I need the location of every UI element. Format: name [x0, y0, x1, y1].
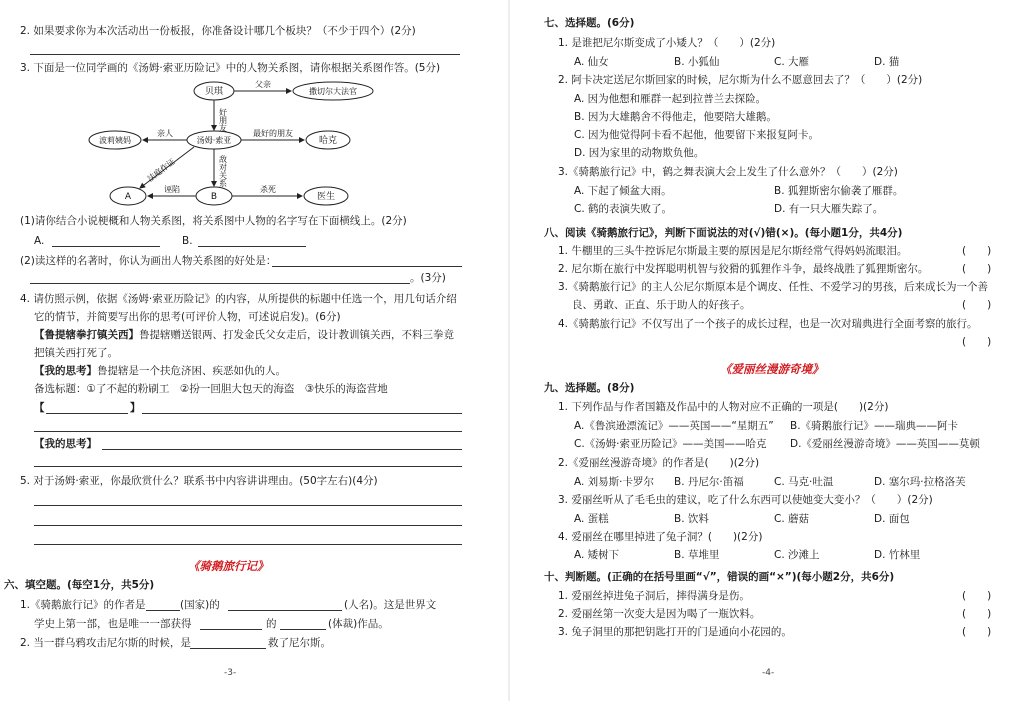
s6-q1-part-f: (体裁)作品。	[328, 618, 389, 630]
label-b: B	[210, 192, 218, 202]
example-text-1: 鲁提辖赠送银两、打发金氏父女走后，设计教训镇关西，不料三拳竟	[139, 329, 454, 341]
section-title-nils: 《骑鹅旅行记》	[188, 559, 269, 573]
label-witness: 法庭作证	[145, 157, 177, 184]
label-kill: 杀死	[260, 185, 276, 194]
s9-q1-opt-b[interactable]: B.《骑鹅旅行记》——瑞典——阿卡	[790, 420, 959, 432]
s8-item-3-cont: 良、勇敢、正直、乐于助人的好孩子。	[572, 299, 751, 311]
page-number-3: -3-	[224, 668, 237, 678]
example-think-title: 【我的思考】	[34, 365, 97, 377]
question-5: 5. 对于汤姆·索亚，你最欣赏什么？联系书中内容讲讲理由。(50字左右)(4分)	[20, 475, 378, 487]
s6-q2-part-a: 2. 当一群乌鸦攻击尼尔斯的时候，是	[20, 637, 191, 649]
answer-a-line[interactable]	[52, 246, 160, 247]
answer-rescuer-line[interactable]	[190, 648, 266, 649]
example-paragraph	[34, 328, 454, 342]
answer-name-line[interactable]	[228, 610, 342, 611]
label-best-friend: 最好的朋友	[253, 129, 293, 138]
label-polly: 波莉姨妈	[99, 136, 131, 145]
label-gangjie: 诬陷	[164, 185, 180, 194]
answer-line[interactable]	[272, 266, 462, 267]
example-text-2: 把镇关西打死了。	[34, 347, 118, 359]
s7-q2-opt-a[interactable]: A. 因为他想和雁群一起到拉普兰去探险。	[574, 93, 767, 105]
label-lover: 亲人	[157, 129, 173, 138]
s7-q1-opt-d[interactable]: D. 猫	[874, 56, 900, 68]
label-father: 父亲	[255, 80, 271, 89]
s9-q1: 1. 下列作品与作者国籍及作品中的人物对应不正确的一项是( )(2分)	[558, 401, 889, 413]
s10-item-3-answer[interactable]: ( )	[962, 626, 992, 638]
s8-item-4: 4.《骑鹅旅行记》不仅写出了一个孩子的成长过程，也是一次对瑞典进行全面考察的旅行。	[558, 318, 978, 330]
s9-q4-opt-a[interactable]: A. 矮树下	[574, 549, 620, 561]
answer-b-line[interactable]	[198, 246, 306, 247]
s9-q4-opt-d[interactable]: D. 竹林里	[874, 549, 921, 561]
answer-award-line[interactable]	[200, 629, 262, 630]
s6-q1-part-c: (人名)。这是世界文	[344, 599, 437, 611]
page-right	[510, 0, 1024, 701]
s9-q3-opt-a[interactable]: A. 蛋糕	[574, 513, 609, 525]
s9-q2-opt-d[interactable]: D. 塞尔玛·拉格洛芙	[874, 476, 966, 488]
s8-item-2: 2. 尼尔斯在旅行中发挥聪明机智与狡猾的狐狸作斗争，最终战胜了狐狸斯密尔。	[558, 263, 929, 275]
page-left	[0, 0, 508, 701]
s9-q2-opt-c[interactable]: C. 马克·吐温	[774, 476, 834, 488]
answer-line[interactable]	[34, 525, 462, 526]
label-enemy: 敌对关系	[218, 155, 228, 187]
s6-q1-part-b: (国家)的	[180, 599, 220, 611]
answer-line[interactable]	[142, 413, 462, 414]
s7-q1-opt-c[interactable]: C. 大雁	[774, 56, 810, 68]
s9-q3-opt-b[interactable]: B. 饮料	[674, 513, 709, 525]
relationship-diagram	[80, 78, 400, 208]
s9-q2-opt-a[interactable]: A. 刘易斯·卡罗尔	[574, 476, 655, 488]
answer-line[interactable]	[30, 54, 460, 55]
label-thatcher: 撒切尔大法官	[309, 87, 357, 96]
question-3-2-score: 。(3分)	[410, 272, 446, 284]
question-3-2: (2)读这样的名著时，你认为画出人物关系图的好处是：	[20, 255, 277, 267]
label-tom: 汤姆·索亚	[196, 136, 232, 145]
page-number-4: -4-	[762, 668, 775, 678]
bracket-left: 【	[34, 402, 45, 414]
section-6-title: 六、填空题。(每空1分，共5分)	[4, 579, 155, 591]
s6-q2-part-b: 救了尼尔斯。	[268, 637, 331, 649]
s7-q2: 2. 阿卡决定送尼尔斯回家的时候，尼尔斯为什么不愿意回去了？（ ）(2分)	[558, 74, 923, 86]
section-10-title: 十、判断题。(正确的在括号里画“√”，错误的画“×”)(每小题2分，共6分)	[544, 571, 895, 583]
label-a: A	[124, 192, 132, 202]
s7-q1-opt-a[interactable]: A. 仙女	[574, 56, 609, 68]
s8-item-1: 1. 牛棚里的三头牛控诉尼尔斯最主要的原因是尼尔斯经常气得妈妈流眼泪。	[558, 245, 908, 257]
s10-item-2-answer[interactable]: ( )	[962, 608, 992, 620]
s7-q3-opt-a[interactable]: A. 下起了倾盆大雨。	[574, 185, 672, 197]
title-answer-line[interactable]	[46, 413, 128, 414]
s9-q4: 4. 爱丽丝在哪里掉进了兔子洞？( )(2分)	[558, 531, 763, 543]
s7-q3-opt-b[interactable]: B. 狐狸斯密尔偷袭了雁群。	[774, 185, 904, 197]
s8-item-3-answer[interactable]: ( )	[962, 299, 992, 311]
s7-q2-opt-c[interactable]: C. 因为他觉得阿卡看不起他，他要留下来报复阿卡。	[574, 129, 820, 141]
s7-q2-opt-b[interactable]: B. 因为大雄鹅舍不得他走，他要陪大雄鹅。	[574, 111, 777, 123]
answer-genre-line[interactable]	[280, 629, 326, 630]
s8-item-3: 3.《骑鹅旅行记》的主人公尼尔斯原本是个调皮、任性、不爱学习的男孩，后来成长为一个善	[558, 281, 989, 293]
bracket-right: 】	[130, 402, 141, 414]
s6-q1-part-e: 的	[266, 618, 277, 630]
section-9-title: 九、选择题。(8分)	[544, 382, 635, 394]
label-answer-a: A.	[34, 235, 45, 247]
s9-q3-opt-d[interactable]: D. 面包	[874, 513, 910, 525]
example-title: 【鲁提辖拳打镇关西】	[34, 329, 139, 341]
answer-line[interactable]	[30, 283, 410, 284]
question-4-line-2: 它的情节，并简要写出你的思考(可评价人物，可述说启发)。(6分)	[34, 311, 341, 323]
section-8-title: 八、阅读《骑鹅旅行记》，判断下面说法的对(√)错(×)。(每小题1分，共4分)	[544, 227, 903, 239]
section-7-title: 七、选择题。(6分)	[544, 17, 635, 29]
s7-q3: 3.《骑鹅旅行记》中，鹤之舞表演大会上发生了什么意外？（ ）(2分)	[558, 166, 898, 178]
s9-q4-opt-b[interactable]: B. 草堆里	[674, 549, 720, 561]
label-answer-b: B.	[182, 235, 193, 247]
s7-q3-opt-d[interactable]: D. 有一只大雁失踪了。	[774, 203, 884, 215]
s7-q1-opt-b[interactable]: B. 小狐仙	[674, 56, 720, 68]
s9-q3-opt-c[interactable]: C. 蘑菇	[774, 513, 810, 525]
s6-q1-part-a: 1.《骑鹅旅行记》的作者是	[20, 599, 146, 611]
s8-item-4-answer[interactable]: ( )	[962, 336, 992, 348]
question-2: 2. 如果要求你为本次活动出一份板报，你准备设计哪几个板块？（不少于四个）(2分)	[20, 25, 416, 37]
s6-q1-part-d: 学史上第一部，也是唯一一部获得	[34, 618, 192, 630]
s7-q1: 1. 是谁把尼尔斯变成了小矮人？（ ）(2分)	[558, 37, 776, 49]
label-huck: 哈克	[318, 136, 338, 146]
option-titles: 备选标题：①了不起的粉刷工 ②扮一回胆大包天的海盗 ③快乐的海盗营地	[34, 383, 388, 395]
s7-q2-opt-d[interactable]: D. 因为家里的动物欺负他。	[574, 147, 705, 159]
label-beiqi: 贝琪	[204, 87, 224, 97]
answer-country-line[interactable]	[146, 610, 180, 611]
answer-line[interactable]	[34, 505, 462, 506]
answer-line[interactable]	[102, 449, 462, 450]
s9-q1-opt-a[interactable]: A.《鲁滨逊漂流记》——英国——“星期五”	[574, 420, 774, 432]
s10-item-1: 1. 爱丽丝掉进兔子洞后，摔得满身是伤。	[558, 590, 750, 602]
label-doctor: 医生	[316, 192, 336, 202]
s9-q3: 3. 爱丽丝听从了毛毛虫的建议，吃了什么东西可以使她变大变小？（ ）(2分)	[558, 494, 933, 506]
question-3: 3. 下面是一位同学画的《汤姆·索亚历险记》中的人物关系图，请你根据关系图作答。(5分)	[20, 62, 441, 74]
s8-item-1-answer[interactable]: ( )	[962, 245, 992, 257]
s7-q3-opt-c[interactable]: C. 鹤的表演失败了。	[574, 203, 673, 215]
question-4-line-1: 4. 请仿照示例，依据《汤姆·索亚历险记》的内容，从所提供的标题中任选一个，用几句话介绍	[20, 293, 457, 305]
answer-line[interactable]	[34, 544, 462, 545]
section-title-alice: 《爱丽丝漫游奇境》	[720, 362, 824, 376]
s9-q1-opt-d[interactable]: D.《爱丽丝漫游奇境》——英国——莫顿	[790, 438, 980, 450]
s10-item-3: 3. 兔子洞里的那把钥匙打开的门是通向小花园的。	[558, 626, 792, 638]
s9-q4-opt-c[interactable]: C. 沙滩上	[774, 549, 820, 561]
s9-q2: 2.《爱丽丝漫游奇境》的作者是( )(2分)	[558, 457, 760, 469]
s9-q2-opt-b[interactable]: B. 丹尼尔·笛福	[674, 476, 744, 488]
s8-item-2-answer[interactable]: ( )	[962, 263, 992, 275]
question-3-1: (1)请你结合小说梗概和人物关系图，将关系图中人物的名字写在下面横线上。(2分)	[20, 215, 407, 227]
label-good-friend: 好朋友	[218, 108, 228, 132]
s10-item-2: 2. 爱丽丝第一次变大是因为喝了一瓶饮料。	[558, 608, 761, 620]
s9-q1-opt-c[interactable]: C.《汤姆·索亚历险记》——美国——哈克	[574, 438, 767, 450]
answer-line[interactable]	[34, 431, 462, 432]
s10-item-1-answer[interactable]: ( )	[962, 590, 992, 602]
answer-line[interactable]	[34, 466, 462, 467]
my-think-label: 【我的思考】	[34, 438, 97, 450]
example-think-text: 鲁提辖是一个扶危济困、疾恶如仇的人。	[97, 365, 286, 377]
example-think	[34, 364, 286, 378]
